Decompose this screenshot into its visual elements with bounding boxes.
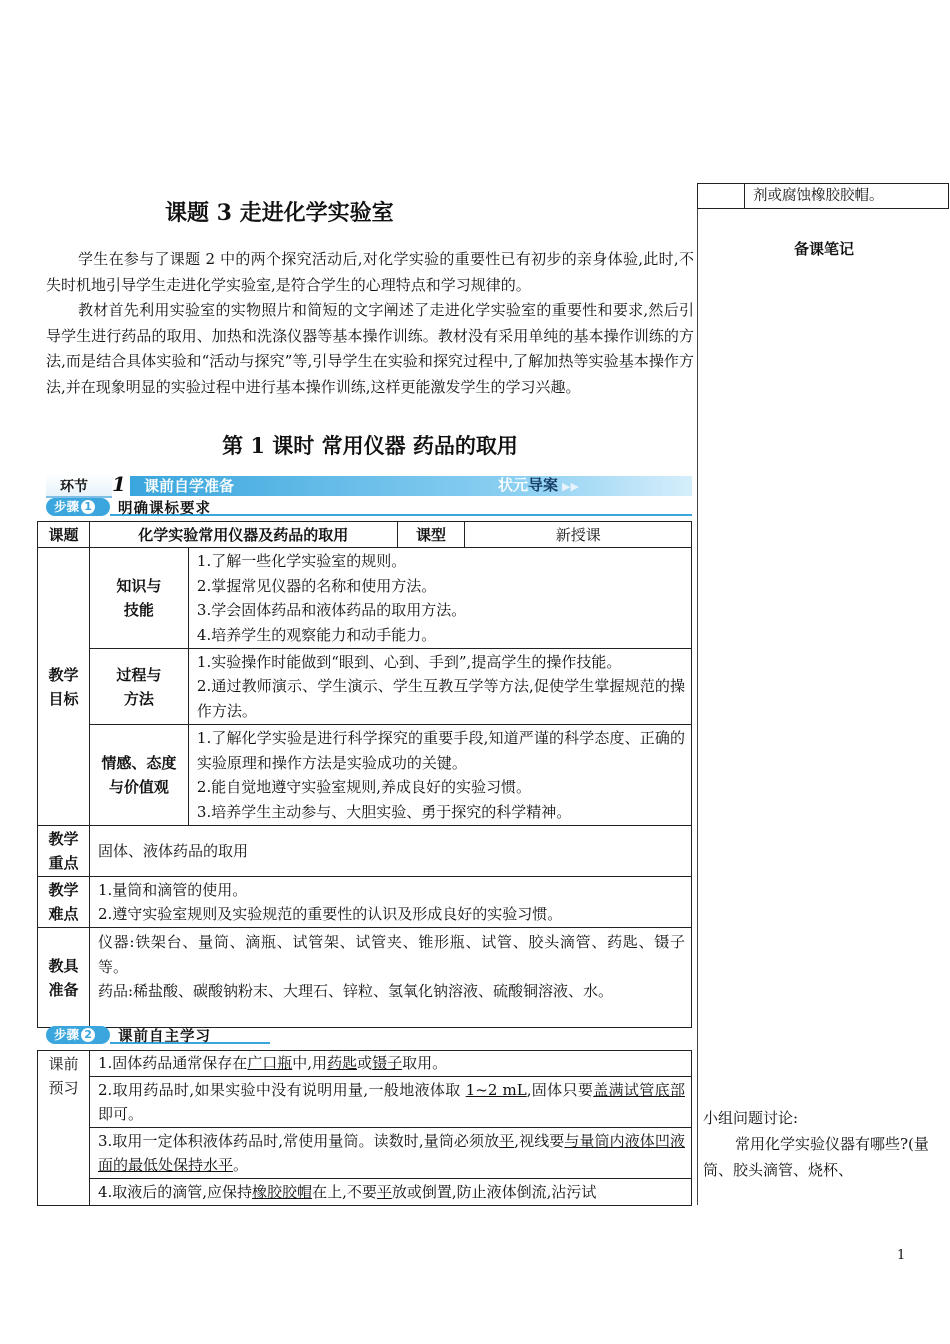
- text: 3.取用一定体积液体药品时,常使用量筒。读数时,量筒必须放: [97, 1131, 500, 1150]
- banner-section-box: [46, 474, 112, 498]
- list-item: 2.掌握常见仪器的名称和使用方法。: [196, 576, 437, 595]
- intro-text: [46, 247, 694, 400]
- text: 在上,不要: [312, 1182, 377, 1201]
- answer-blank: 盖满试管底部: [593, 1080, 685, 1099]
- notes-title: 备课笔记: [793, 240, 854, 258]
- step-1-label: 明确课标要求: [118, 501, 211, 517]
- banner-section-number: 1: [112, 472, 126, 496]
- notes-top-cell: [697, 183, 949, 209]
- goal-knowledge-label-text: 知识与技能: [116, 577, 162, 619]
- text: 即可。: [97, 1105, 143, 1123]
- goal-row-knowledge: [38, 548, 692, 649]
- lesson-title: 第 1 课时 常用仪器 药品的取用: [222, 433, 518, 458]
- goals-label-text: 教学目标: [48, 665, 79, 708]
- key-point-label: [38, 826, 90, 877]
- tools-content: [89, 928, 691, 1028]
- answer-blank: 平: [499, 1131, 515, 1150]
- goals-label: [38, 548, 90, 826]
- goal-row-process: [38, 649, 692, 725]
- step-2-pill-label: 步骤: [54, 1027, 80, 1042]
- answer-blank: 平: [376, 1182, 392, 1201]
- step-2-number: 2: [81, 1028, 95, 1042]
- list-item: 2.遵守实验室规则及实验规范的重要性的认识及形成良好的实验习惯。: [97, 905, 563, 923]
- notes-column-divider: [697, 185, 698, 1205]
- list-item: 药品:稀盐酸、碳酸钠粉末、大理石、锌粒、氢氧化钠溶液、硫酸铜溶液、水。: [97, 982, 614, 1000]
- tools-label: [38, 928, 90, 1028]
- list-item: 1.实验操作时能做到“眼到、心到、手到”,提高学生的操作技能。: [196, 652, 622, 671]
- preview-row-4: [38, 1179, 692, 1206]
- key-point-label-text: 教学重点: [48, 830, 79, 872]
- goal-emotion-label-text: 情感、态度与价值观: [101, 754, 177, 796]
- step-2-label: 课前自主学习: [118, 1029, 211, 1045]
- intro-paragraph-1: 学生在参与了课题 2 中的两个探究活动后,对化学实验的重要性已有初步的亲身体验,此时,不失时机地引导学生走进化学实验室,是符合学生的心理特点和学习规律的。: [46, 250, 694, 294]
- list-item: 2.能自觉地遵守实验室规则,养成良好的实验习惯。: [196, 778, 531, 796]
- text: 2.取用药品时,如果实验中没有说明用量,一般地液体取: [97, 1080, 466, 1099]
- page-number: 1: [897, 1248, 906, 1263]
- list-item: 1.了解一些化学实验室的规则。: [196, 552, 407, 570]
- brand-part-a: 状元: [498, 476, 529, 494]
- discussion-text: 常用化学实验仪器有哪些?(量筒、胶头滴管、烧杯、: [703, 1135, 929, 1179]
- type-label: 课型: [397, 522, 465, 548]
- text: 中,用: [292, 1054, 328, 1073]
- difficult-point-content: [89, 877, 691, 928]
- preview-item-1: [89, 1051, 691, 1077]
- topic-row: [38, 522, 692, 548]
- answer-blank: 1~2 mL: [465, 1080, 527, 1099]
- notes-top-cell-blank: [698, 184, 745, 208]
- list-item: 3.学会固体药品和液体药品的取用方法。: [196, 601, 467, 619]
- goal-process-label-text: 过程与方法: [116, 665, 162, 708]
- goal-process-content: [188, 649, 691, 725]
- tools-label-text: 教具准备: [48, 956, 79, 999]
- page-title: 课题 3 走进化学实验室: [165, 200, 394, 226]
- intro-paragraph-2: 教材首先利用实验室的实物照片和简短的文字阐述了走进化学实验室的重要性和要求,然后引导学生进行药品的取用、加热和洗涤仪器等基本操作训练。教材没有采用单纯的基本操作训练的方法,而是结合具体实验和“活动与探究”等,引导学生在实验和探究过程中,了解加热等实验基本操作方法,并在现象明显的实验过程中进行基本操作训练,这样更能激发学生的学习兴趣。: [46, 301, 694, 396]
- text: 。: [232, 1156, 248, 1174]
- section-banner: [46, 474, 692, 496]
- step-2-pill: [46, 1026, 110, 1044]
- banner-brand: [498, 474, 579, 496]
- text: 取用。: [402, 1054, 448, 1073]
- list-item: 仪器:铁架台、量筒、滴瓶、试管架、试管夹、锥形瓶、试管、胶头滴管、药匙、镊子等。: [97, 933, 685, 976]
- list-item: 3.培养学生主动参与、大胆实验、勇于探究的科学精神。: [196, 802, 572, 821]
- text: 4.取液后的滴管,应保持: [97, 1182, 253, 1201]
- type-value: 新授课: [465, 522, 692, 548]
- step-2-header: [46, 1026, 692, 1044]
- difficult-point-label: [38, 877, 90, 928]
- brand-part-b: 导案: [528, 476, 559, 494]
- step-1-header: [46, 498, 692, 516]
- difficult-point-row: [38, 877, 692, 928]
- notes-top-cell-text: 剂或腐蚀橡胶胶帽。: [753, 188, 884, 204]
- answer-blank: 橡胶胶帽: [252, 1182, 313, 1201]
- goal-emotion-content: [188, 725, 691, 826]
- text: ,固体只要: [526, 1080, 594, 1099]
- preview-table: [37, 1050, 692, 1206]
- group-discussion: [703, 1105, 943, 1183]
- preview-row-1: [38, 1051, 692, 1077]
- key-point-row: [38, 826, 692, 877]
- double-arrow-icon: ▶▶: [562, 480, 579, 493]
- list-item: 1.了解化学实验是进行科学探究的重要手段,知道严谨的科学态度、正确的实验原理和操作方法是实验成功的关键。: [196, 729, 685, 772]
- discussion-title: 小组问题讨论:: [703, 1109, 799, 1127]
- text: ,视线要: [514, 1131, 565, 1150]
- list-item: 1.量筒和滴管的使用。: [97, 880, 248, 899]
- text: 或: [357, 1054, 373, 1073]
- text: 放或倒置,防止液体倒流,沾污试: [391, 1182, 597, 1201]
- goal-knowledge-content: [188, 548, 691, 649]
- goal-process-label: [89, 649, 188, 725]
- difficult-point-label-text: 教学难点: [48, 881, 79, 923]
- preview-label-text: 课前预习: [48, 1055, 79, 1097]
- step-1-pill: [46, 498, 110, 516]
- preview-label: [38, 1051, 90, 1206]
- step-1-pill-label: 步骤: [54, 499, 80, 514]
- preview-item-3: [89, 1128, 691, 1179]
- curriculum-table: [37, 521, 692, 1028]
- answer-blank: 与量筒内液体凹液面的最低处保持水平: [97, 1131, 685, 1174]
- preview-item-4: [89, 1179, 691, 1206]
- list-item: 4.培养学生的观察能力和动手能力。: [196, 625, 437, 644]
- topic-value: 化学实验常用仪器及药品的取用: [89, 522, 397, 548]
- answer-blank: 镊子: [372, 1054, 403, 1073]
- goal-row-emotion: [38, 725, 692, 826]
- goal-knowledge-label: [89, 548, 188, 649]
- preview-row-2: [38, 1077, 692, 1128]
- preview-item-2: [89, 1077, 691, 1128]
- text: 1.固体药品通常保存在: [97, 1054, 248, 1073]
- answer-blank: 广口瓶: [247, 1054, 293, 1073]
- preview-row-3: [38, 1128, 692, 1179]
- banner-text: 课前自学准备: [144, 477, 235, 495]
- list-item: 2.通过教师演示、学生演示、学生互教互学等方法,促使学生掌握规范的操作方法。: [196, 677, 685, 720]
- tools-row: [38, 928, 692, 1028]
- key-point-value: 固体、液体药品的取用: [89, 826, 691, 877]
- step-1-number: 1: [81, 500, 95, 514]
- topic-label: 课题: [38, 522, 90, 548]
- answer-blank: 药匙: [327, 1054, 358, 1073]
- goal-emotion-label: [89, 725, 188, 826]
- banner-section-label: 环节: [60, 479, 88, 495]
